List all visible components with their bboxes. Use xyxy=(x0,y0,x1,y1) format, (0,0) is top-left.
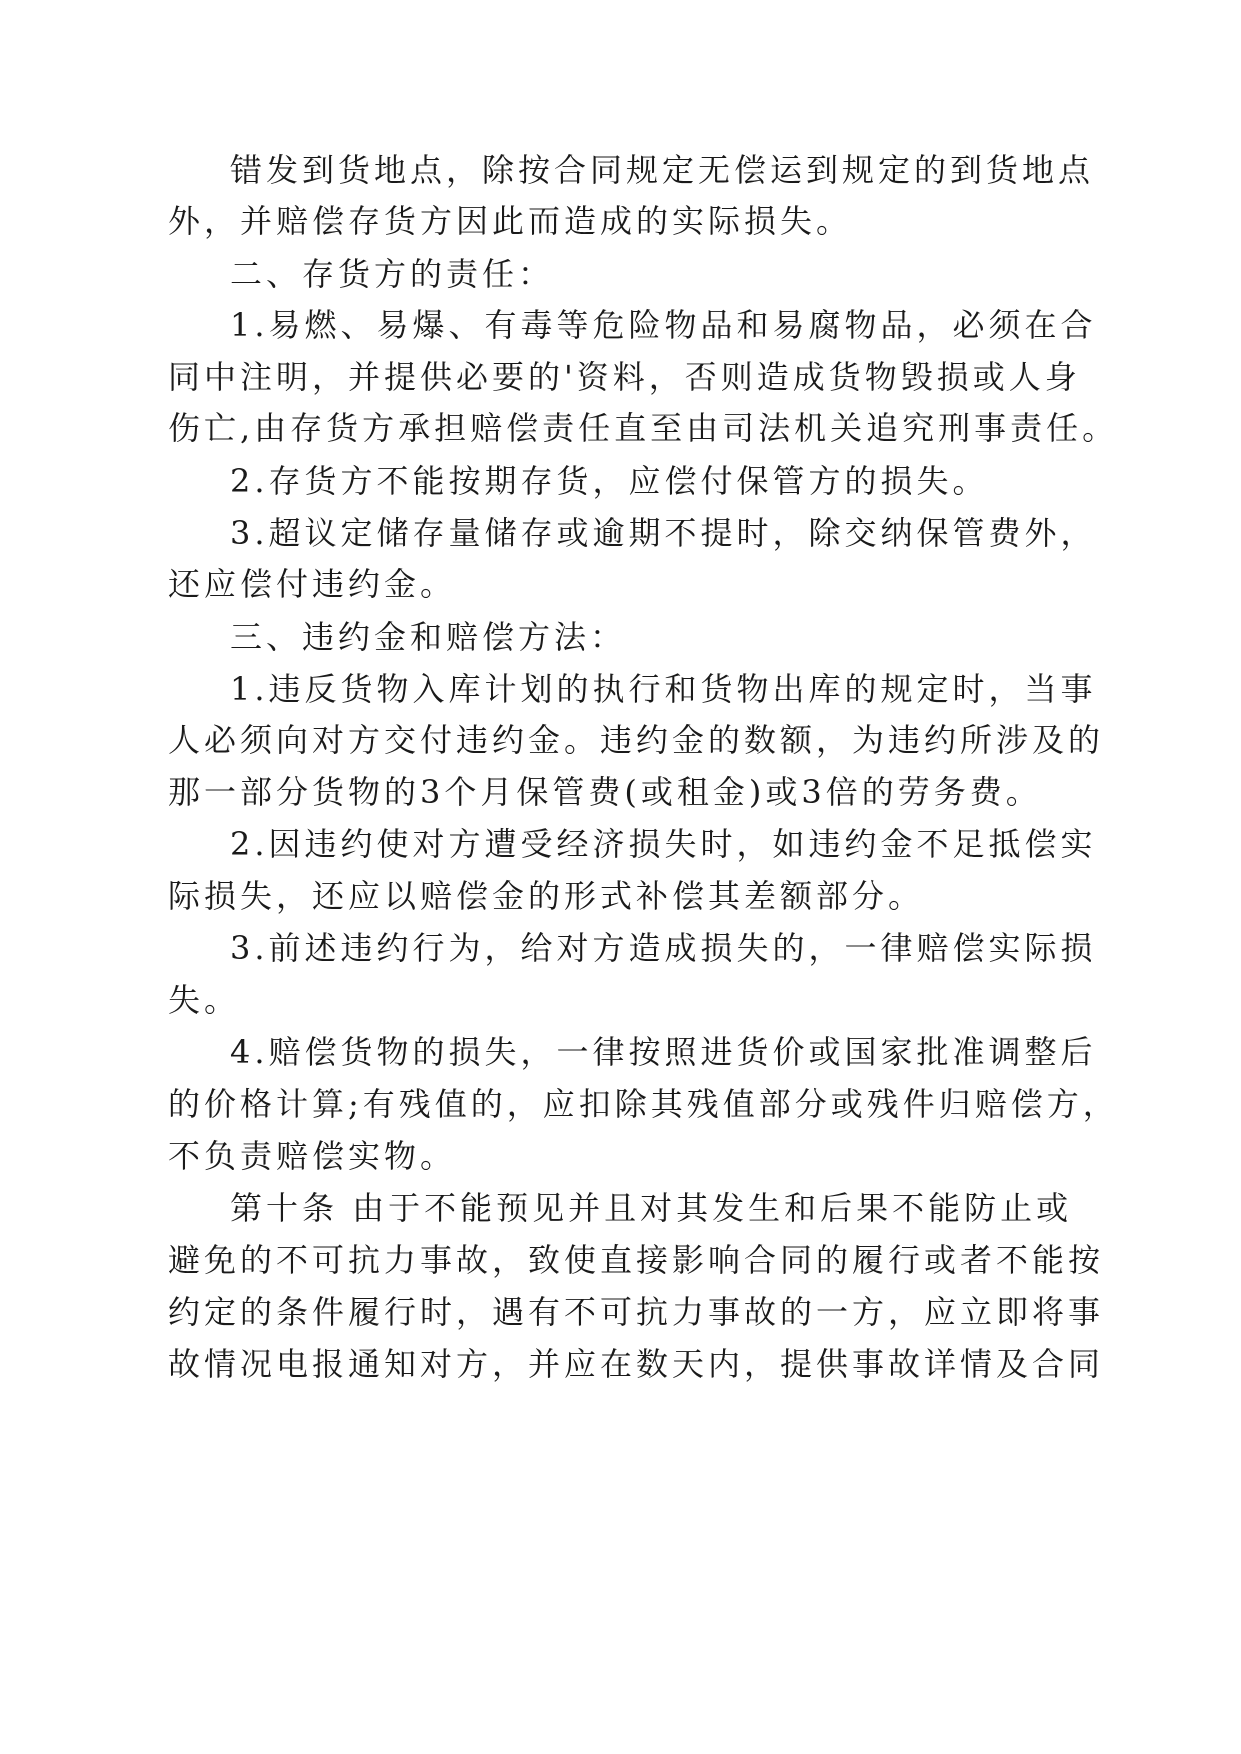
text-line: 故情况电报通知对方，并应在数天内，提供事故详情及合同 xyxy=(168,1345,1105,1383)
text-line: 1.易燃、易爆、有毒等危险物品和易腐物品，必须在合 xyxy=(230,306,1097,344)
text-line: 4.赔偿货物的损失，一律按照进货价或国家批准调整后 xyxy=(230,1033,1097,1071)
text-line: 1.违反货物入库计划的执行和货物出库的规定时，当事 xyxy=(230,670,1097,708)
text-line: 同中注明，并提供必要的'资料，否则造成货物毁损或人身 xyxy=(168,358,1081,396)
text-line: 还应偿付违约金。 xyxy=(168,565,457,603)
text-line: 人必须向对方交付违约金。违约金的数额，为违约所涉及的 xyxy=(168,721,1105,759)
section-heading: 三、违约金和赔偿方法： xyxy=(230,618,627,656)
text-line: 错发到货地点，除按合同规定无偿运到规定的到货地点 xyxy=(230,151,1095,189)
text-line: 不负责赔偿实物。 xyxy=(168,1137,457,1175)
text-line: 避免的不可抗力事故，致使直接影响合同的履行或者不能按 xyxy=(168,1241,1105,1279)
article-heading: 第十条 由于不能预见并且对其发生和后果不能防止或 xyxy=(230,1189,1073,1227)
text-line: 那一部分货物的3个月保管费(或租金)或3倍的劳务费。 xyxy=(168,773,1042,811)
text-line: 际损失，还应以赔偿金的形式补偿其差额部分。 xyxy=(168,877,925,915)
section-heading: 二、存货方的责任： xyxy=(230,255,555,293)
text-line: 伤亡,由存货方承担赔偿责任直至由司法机关追究刑事责任。 xyxy=(168,409,1119,447)
text-line: 2.因违约使对方遭受经济损失时，如违约金不足抵偿实 xyxy=(230,825,1097,863)
text-line: 约定的条件履行时，遇有不可抗力事故的一方，应立即将事 xyxy=(168,1293,1105,1331)
text-line: 外，并赔偿存货方因此而造成的实际损失。 xyxy=(168,202,853,240)
text-line: 3.前述违约行为，给对方造成损失的，一律赔偿实际损 xyxy=(230,929,1097,967)
text-line: 失。 xyxy=(168,981,241,1019)
text-line: 的价格计算;有残值的，应扣除其残值部分或残件归赔偿方， xyxy=(168,1085,1119,1123)
text-line: 3.超议定储存量储存或逾期不提时，除交纳保管费外， xyxy=(230,514,1097,552)
text-line: 2.存货方不能按期存货，应偿付保管方的损失。 xyxy=(230,462,989,500)
